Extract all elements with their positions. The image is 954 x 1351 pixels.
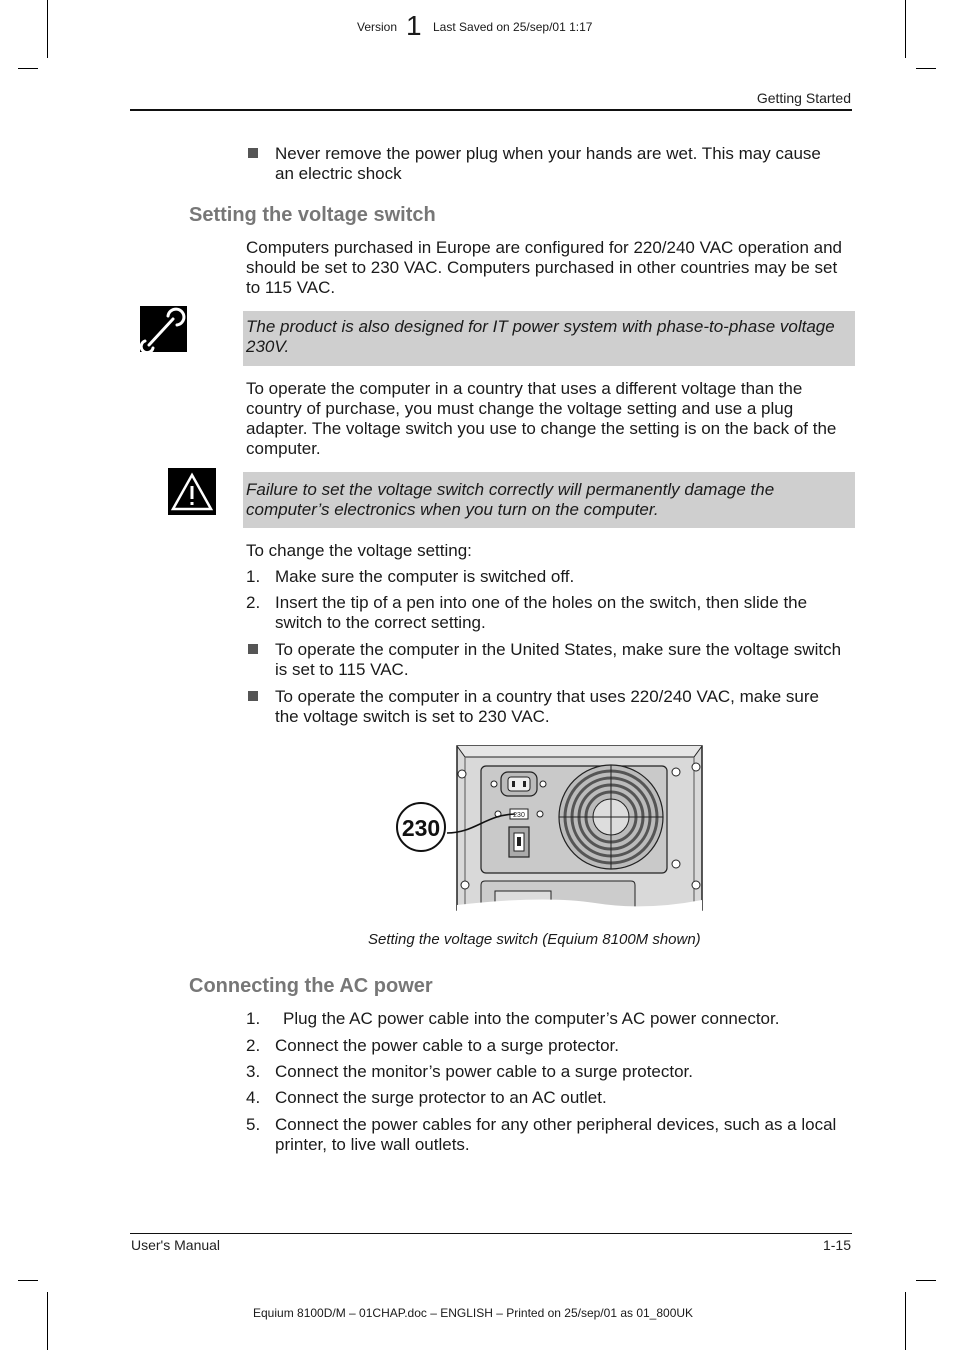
page-number: 1-15 <box>822 1237 851 1253</box>
step-number: 4. <box>246 1088 261 1107</box>
crop-mark <box>47 1292 48 1350</box>
footer-rule <box>130 1233 852 1234</box>
crop-mark <box>905 1292 906 1350</box>
header-rule <box>130 109 852 111</box>
figure-callout: 230 <box>401 815 441 841</box>
step-text: Connect the surge protector to an AC outlet. <box>275 1088 607 1107</box>
bullet-text: To operate the computer in a country that uses 220/240 VAC, make sure the voltage switch is set to 230 VAC. <box>275 687 819 726</box>
print-info: Equium 8100D/M – 01CHAP.doc – ENGLISH – Printed on 25/sep/01 as 01_800UK <box>253 1306 694 1320</box>
note-box: The product is also designed for IT power system with phase-to-phase voltage 230V. <box>243 311 855 366</box>
section-heading-voltage: Setting the voltage switch <box>189 204 436 226</box>
step-text: Make sure the computer is switched off. <box>275 567 575 586</box>
version-label: Version <box>357 20 398 34</box>
crop-mark <box>916 68 936 69</box>
crop-mark <box>18 1280 38 1281</box>
step-text: Connect the monitor’s power cable to a surge protector. <box>275 1062 693 1081</box>
bullet-square <box>248 644 258 654</box>
bullet-square <box>248 691 258 701</box>
crop-mark <box>18 68 38 69</box>
intro-bullet-text: Never remove the power plug when your hands are wet. This may cause an electric shock <box>275 144 821 183</box>
warning-triangle-icon <box>168 468 216 515</box>
step-number: 5. <box>246 1115 261 1134</box>
crop-mark <box>916 1280 936 1281</box>
last-saved: Last Saved on 25/sep/01 1:17 <box>433 20 593 34</box>
step-text: Connect the power cable to a surge protector. <box>275 1036 619 1055</box>
switch-label: 230 <box>513 812 525 819</box>
wrench-icon <box>140 306 187 352</box>
crop-mark <box>905 0 906 58</box>
running-header: Getting Started <box>756 90 851 106</box>
voltage-switch-figure <box>395 745 705 911</box>
crop-mark <box>47 0 48 58</box>
step-number: 1. <box>246 567 261 586</box>
warning-box: Failure to set the voltage switch correctly will permanently damage the computer’s electronics when you turn on the computer. <box>243 472 855 528</box>
step-number: 2. <box>246 593 261 612</box>
step-number: 1. <box>246 1009 261 1028</box>
step-number: 3. <box>246 1062 261 1081</box>
section-heading-ac-power: Connecting the AC power <box>189 975 433 997</box>
bullet-square <box>248 148 258 158</box>
step-text: Insert the tip of a pen into one of the holes on the switch, then slide the switch to the correct setting. <box>275 593 808 632</box>
step-text: Connect the power cables for any other peripheral devices, such as a local printer, to live wall outlets. <box>275 1115 837 1154</box>
footer-manual-title: User's Manual <box>131 1237 221 1253</box>
step-text: Plug the AC power cable into the computer’s AC power connector. <box>283 1009 780 1028</box>
figure-caption: Setting the voltage switch (Equium 8100M shown) <box>368 931 701 948</box>
bullet-text: To operate the computer in the United States, make sure the voltage switch is set to 115 VAC. <box>275 640 842 679</box>
voltage-para1: Computers purchased in Europe are configured for 220/240 VAC operation and should be set to 230 VAC. Computers purchased in other countries may be set to 115 VAC. <box>246 238 843 297</box>
voltage-para2: To operate the computer in a country that uses a different voltage than the country of purchase, you must change the voltage setting and use a plug adapter. The voltage switch you use to change the setting is on the back of the computer. <box>246 379 837 458</box>
version-number: 1 <box>406 10 422 41</box>
steps-intro: To change the voltage setting: <box>246 541 472 560</box>
step-number: 2. <box>246 1036 261 1055</box>
